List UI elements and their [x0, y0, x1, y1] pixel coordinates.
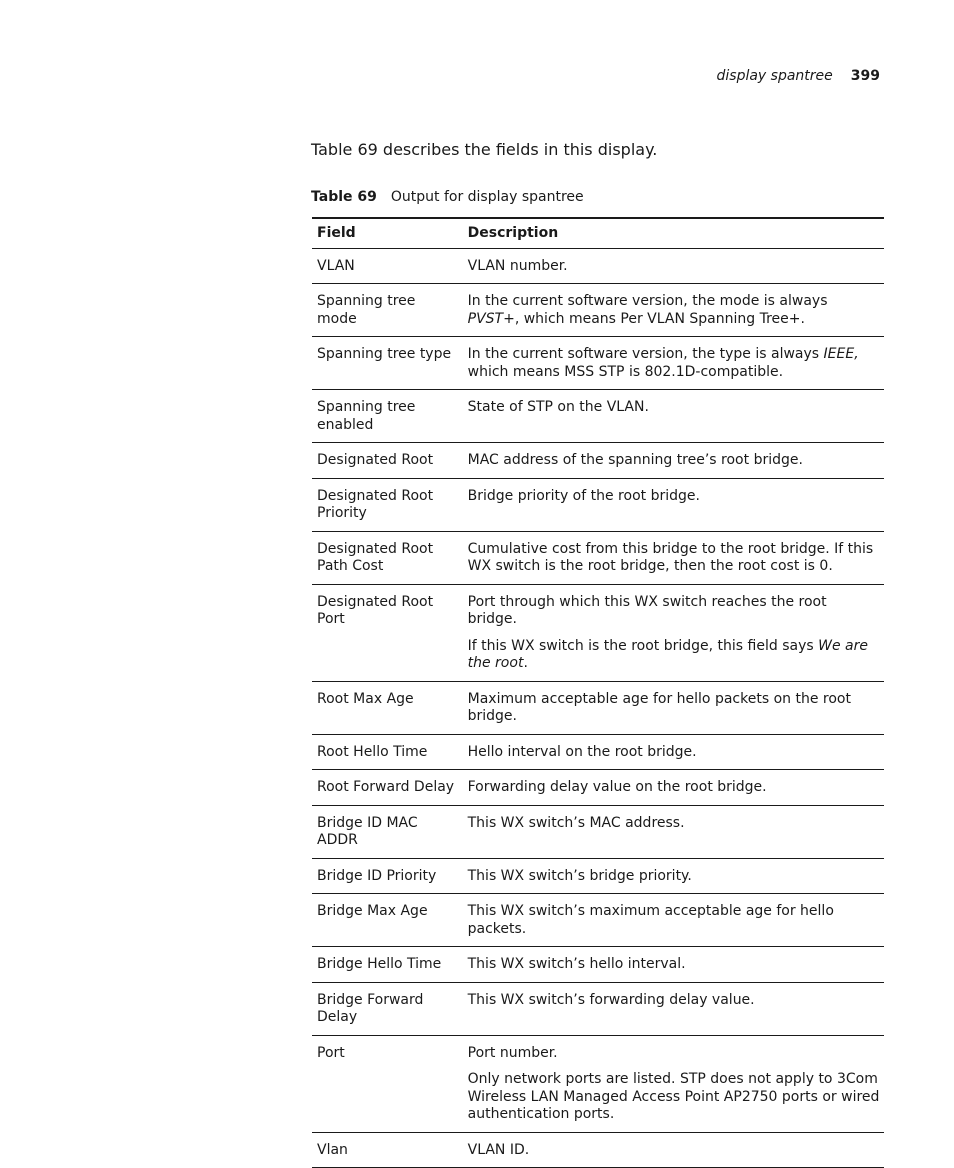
table-row — [312, 390, 884, 443]
description-text: Cumulative cost from this bridge to the root bridge. If this WX switch is the root bridge, then the root cost is 0. — [467, 540, 874, 574]
description-paragraph — [468, 903, 880, 938]
description-text: VLAN ID. — [467, 1141, 530, 1158]
table-row — [312, 337, 884, 390]
table-row — [312, 248, 884, 284]
description-text: State of STP on the VLAN. — [467, 399, 649, 415]
table-row — [312, 894, 884, 947]
fields-table — [312, 217, 884, 1168]
description-text: VLAN number. — [467, 257, 568, 274]
description-text: If this WX switch is the root bridge, this field says — [467, 637, 819, 654]
description-emphasis: IEEE, — [823, 346, 859, 362]
description-cell — [463, 443, 884, 479]
description-paragraph — [468, 293, 880, 328]
field-cell: VLAN — [312, 248, 463, 284]
field-cell: Bridge ID MAC ADDR — [312, 805, 463, 858]
description-paragraph — [468, 594, 880, 629]
table-row — [312, 770, 884, 806]
intro-text: Table 69 describes the fields in this display. — [311, 140, 658, 159]
description-cell — [463, 478, 884, 531]
description-text: In the current software version, the type is always — [467, 346, 824, 362]
description-cell — [463, 681, 884, 734]
description-text: This WX switch’s hello interval. — [467, 956, 686, 972]
description-cell — [463, 858, 884, 894]
description-cell — [463, 1132, 884, 1168]
description-paragraph — [468, 1045, 880, 1063]
running-head — [717, 66, 881, 86]
description-text: This WX switch’s forwarding delay value. — [467, 991, 755, 1008]
table-row — [312, 284, 884, 337]
table-caption — [311, 187, 584, 207]
description-paragraph — [468, 346, 880, 381]
description-text: Only network ports are listed. STP does not apply to 3Com Wireless LAN Managed Access Point AP2750 ports or wired authentication ports. — [467, 1071, 880, 1122]
description-paragraph — [468, 691, 880, 726]
field-cell: Designated Root — [312, 443, 463, 479]
description-paragraph — [468, 488, 880, 506]
table-row — [312, 1035, 884, 1132]
description-cell — [463, 805, 884, 858]
description-paragraph — [468, 868, 880, 886]
table-row — [312, 1132, 884, 1168]
table-row — [312, 947, 884, 983]
description-cell — [463, 531, 884, 584]
field-cell: Spanning tree type — [312, 337, 463, 390]
description-text: This WX switch’s maximum acceptable age for hello packets. — [467, 903, 834, 937]
description-paragraph — [468, 638, 880, 673]
field-cell: Spanning tree enabled — [312, 390, 463, 443]
table-row — [312, 584, 884, 681]
description-text: Maximum acceptable age for hello packets on the root bridge. — [467, 690, 851, 724]
table-row — [312, 443, 884, 479]
description-paragraph — [468, 1142, 880, 1160]
field-cell: Root Hello Time — [312, 734, 463, 770]
table-caption-title: Output for display spantree — [390, 189, 584, 205]
description-paragraph — [468, 744, 880, 762]
running-head-section: display spantree — [716, 68, 833, 84]
description-cell — [463, 770, 884, 806]
table-header-row — [312, 218, 884, 248]
table-row — [312, 805, 884, 858]
column-header-description: Description — [463, 218, 884, 248]
description-text: . — [523, 655, 528, 671]
table-body — [312, 248, 884, 1168]
description-text: Port through which this WX switch reaches the root bridge. — [467, 593, 827, 627]
description-paragraph — [468, 815, 880, 833]
field-cell: Bridge Forward Delay — [312, 982, 463, 1035]
field-cell: Root Forward Delay — [312, 770, 463, 806]
description-text: Bridge priority of the root bridge. — [467, 487, 700, 504]
field-cell: Bridge ID Priority — [312, 858, 463, 894]
description-text: MAC address of the spanning tree’s root bridge. — [467, 452, 803, 468]
field-cell: Bridge Max Age — [312, 894, 463, 947]
description-paragraph — [468, 992, 880, 1010]
description-cell — [463, 734, 884, 770]
description-text: which means MSS STP is 802.1D-compatible. — [467, 363, 784, 380]
table-caption-label: Table 69 — [311, 189, 377, 205]
field-cell: Root Max Age — [312, 681, 463, 734]
description-cell — [463, 284, 884, 337]
description-paragraph — [468, 541, 880, 576]
page-number: 399 — [850, 68, 880, 84]
field-cell: Designated Root Priority — [312, 478, 463, 531]
field-cell: Spanning tree mode — [312, 284, 463, 337]
description-paragraph — [468, 258, 880, 276]
description-cell — [463, 982, 884, 1035]
description-cell — [463, 894, 884, 947]
field-cell: Vlan — [312, 1132, 463, 1168]
description-cell — [463, 1035, 884, 1132]
field-cell: Designated Root Path Cost — [312, 531, 463, 584]
description-text: This WX switch’s bridge priority. — [467, 867, 692, 884]
description-text: In the current software version, the mode is always — [467, 293, 828, 309]
description-emphasis: We are the root — [467, 637, 868, 671]
table-row — [312, 681, 884, 734]
field-cell: Designated Root Port — [312, 584, 463, 681]
table-row — [312, 478, 884, 531]
description-cell — [463, 390, 884, 443]
description-paragraph — [468, 399, 880, 417]
description-paragraph — [468, 452, 880, 470]
description-cell — [463, 337, 884, 390]
description-cell — [463, 947, 884, 983]
description-emphasis: PVST+ — [467, 310, 515, 327]
table-row — [312, 734, 884, 770]
description-text: This WX switch’s MAC address. — [467, 814, 685, 831]
table-row — [312, 858, 884, 894]
description-cell — [463, 584, 884, 681]
table-row — [312, 531, 884, 584]
description-paragraph — [468, 1071, 880, 1124]
description-text: Forwarding delay value on the root bridge. — [467, 779, 767, 795]
column-header-field: Field — [312, 218, 463, 248]
table-row — [312, 982, 884, 1035]
description-paragraph — [468, 779, 880, 797]
description-text: , which means Per VLAN Spanning Tree+. — [514, 310, 805, 327]
description-text: Hello interval on the root bridge. — [467, 743, 697, 760]
description-cell — [463, 248, 884, 284]
field-cell: Bridge Hello Time — [312, 947, 463, 983]
description-text: Port number. — [467, 1044, 558, 1061]
description-paragraph — [468, 956, 880, 974]
field-cell: Port — [312, 1035, 463, 1132]
